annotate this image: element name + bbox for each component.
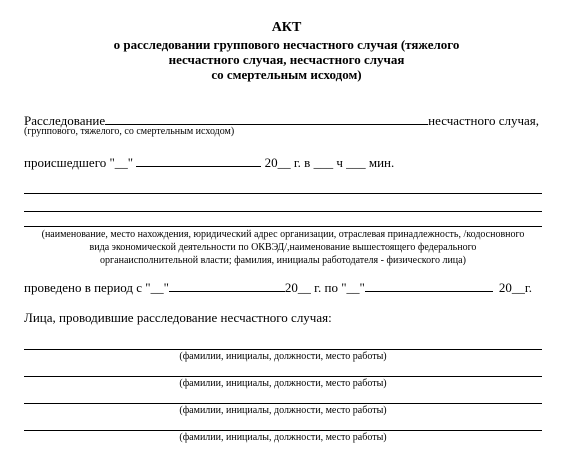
organization-caption-line-1: (наименование, место нахождения, юридический адрес организации, отраслевая принадлежность, /кодосновного [41,229,525,240]
organization-caption-line-2: вида экономической деятельности по ОКВЭД/,наименование вышестоящего федерального [89,242,477,253]
person-caption-3: (фамилии, инициалы, должности, место работы) [179,405,387,416]
occurred-year: 20__ г. в ___ ч ___ мин. [264,155,395,170]
person-line-2[interactable] [24,376,542,377]
person-line-4[interactable] [24,430,542,431]
person-caption-4: (фамилии, инициалы, должности, место работы) [179,432,387,443]
organization-caption-line-3: органаисполнительной власти; фамилия, инициалы работодателя - физического лица) [100,255,466,266]
occurred-prefix: происшедшего "__" [24,155,134,170]
person-line-1[interactable] [24,349,542,350]
period-row [24,279,532,296]
organization-caption [24,228,542,267]
organization-line-2[interactable] [24,211,542,212]
title-line-3: со смертельным исходом) [211,67,362,82]
persons-heading: Лица, проводившие расследование несчастного случая: [24,310,332,325]
document-title [0,20,573,82]
period-end-month-field[interactable] [365,279,493,292]
person-caption-1: (фамилии, инициалы, должности, место работы) [179,351,387,362]
investigation-suffix: несчастного случая, [428,113,540,128]
person-caption-2: (фамилии, инициалы, должности, место работы) [179,378,387,389]
organization-line-1[interactable] [24,193,542,194]
investigation-caption: (группового, тяжелого, со смертельным исходом) [24,126,235,137]
title-act: АКТ [271,20,302,35]
occurred-row [24,154,394,171]
investigation-label: Расследование [24,113,106,128]
period-mid: 20__ г. по "__" [284,280,365,295]
period-start-month-field[interactable] [169,279,285,292]
occurred-month-field[interactable] [136,154,261,167]
title-line-2: несчастного случая, несчастного случая [168,52,405,67]
title-line-1: о расследовании группового несчастного случая (тяжелого [113,37,460,52]
period-end: 20__г. [498,280,532,295]
period-prefix: проведено в период с "__" [24,280,169,295]
investigation-type-field[interactable] [105,112,428,125]
organization-line-3[interactable] [24,226,542,227]
person-line-3[interactable] [24,403,542,404]
